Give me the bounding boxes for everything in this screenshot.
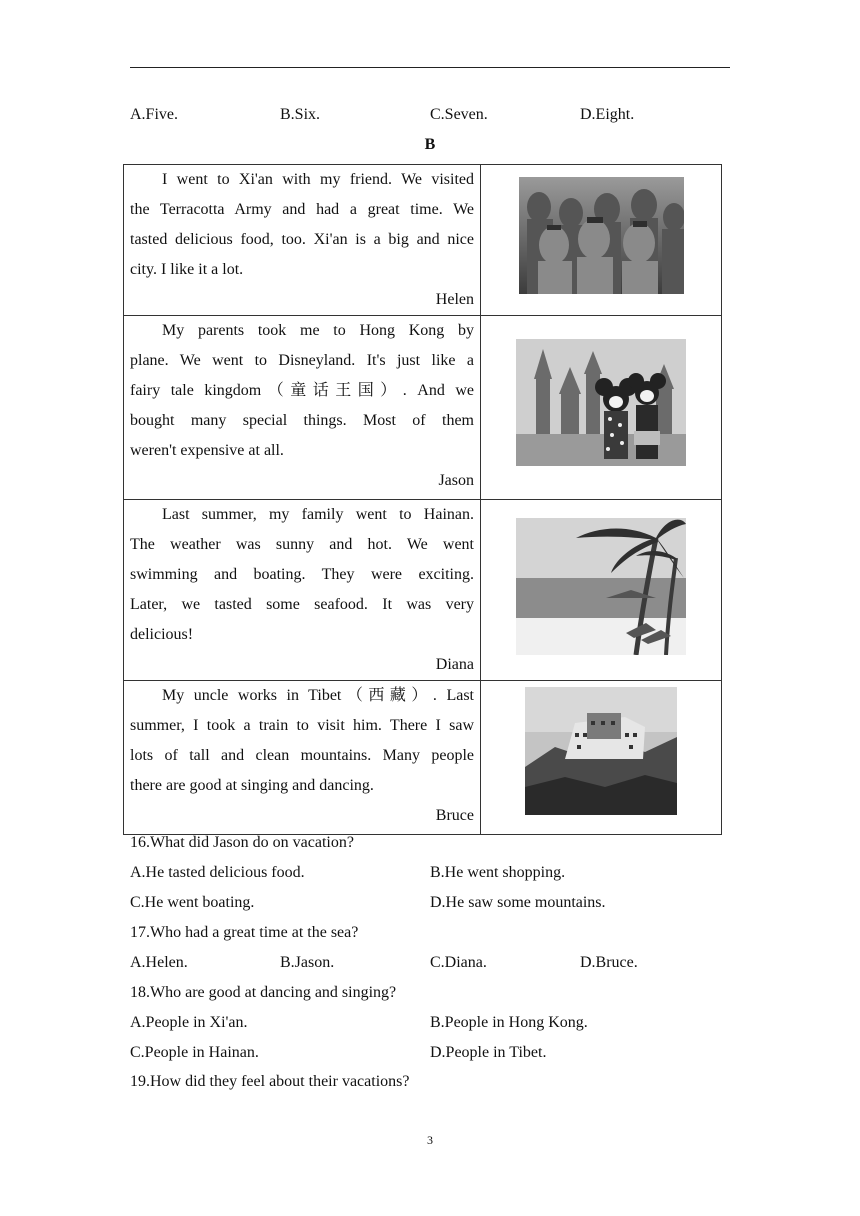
beach-palm-photo: [516, 518, 686, 655]
passage-text: [124, 316, 481, 500]
passage-line: Last summer, my family went to Hainan.: [162, 506, 474, 523]
option-d: D.He saw some mountains.: [430, 894, 606, 911]
passage-text: [124, 165, 481, 316]
passage-line: I went to Xi'an with my friend. We visited: [162, 171, 474, 188]
option-c: C.He went boating.: [130, 894, 255, 911]
page-number: 3: [427, 1133, 433, 1147]
passage-author: Helen: [435, 291, 474, 308]
potala-palace-photo: [525, 687, 677, 815]
option-a: A.Helen.: [130, 954, 188, 971]
passage-line: delicious!: [130, 626, 194, 643]
question-16-options: [130, 888, 730, 918]
question-18-stem: 18.Who are good at dancing and singing?: [130, 984, 397, 1001]
question-18-options: [130, 1008, 730, 1038]
passage-table: [123, 164, 722, 835]
passage-line: city. I like it a lot.: [130, 261, 244, 278]
option-c: C.Diana.: [430, 954, 487, 971]
passage-line: My uncle works in Tibet（西藏）. Last: [162, 687, 474, 704]
passage-author: Diana: [435, 656, 474, 673]
section-label: B: [424, 136, 436, 153]
passage-author: Jason: [438, 472, 474, 489]
option-b: B.Jason.: [280, 954, 335, 971]
option-b: B.People in Hong Kong.: [430, 1014, 588, 1031]
question-16-options: [130, 858, 730, 888]
option-c: C.People in Hainan.: [130, 1044, 259, 1061]
option-a: A.Five.: [130, 106, 178, 123]
previous-question-options: [130, 100, 730, 130]
disneyland-photo: [516, 339, 686, 466]
passage-line: weren't expensive at all.: [130, 442, 284, 459]
passage-text: [124, 500, 481, 681]
passage-line: there are good at singing and dancing.: [130, 777, 374, 794]
passage-row: [124, 681, 722, 835]
question-18-options: [130, 1038, 730, 1068]
option-b: B.Six.: [280, 106, 321, 123]
passage-line: bought many special things. Most of them: [130, 412, 474, 429]
passage-row: [124, 165, 722, 316]
option-d: D.Eight.: [580, 106, 635, 123]
passage-line: fairy tale kingdom（童话王国）. And we: [130, 382, 474, 399]
option-a: A.People in Xi'an.: [130, 1014, 248, 1031]
terracotta-army-photo: [519, 177, 684, 294]
option-b: B.He went shopping.: [430, 864, 566, 881]
option-a: A.He tasted delicious food.: [130, 864, 305, 881]
passage-line: summer, I took a train to visit him. There I saw: [130, 717, 474, 734]
passage-line: tasted delicious food, too. Xi'an is a big and nice: [130, 231, 474, 248]
passage-line: swimming and boating. They were exciting.: [130, 566, 474, 583]
passage-text: [124, 681, 481, 835]
option-d: D.Bruce.: [580, 954, 638, 971]
passage-photo-cell: [481, 316, 722, 500]
question-17-stem: 17.Who had a great time at the sea?: [130, 924, 359, 941]
question-17-options: [130, 948, 730, 978]
passage-row: [124, 500, 722, 681]
passage-author: Bruce: [435, 807, 474, 824]
passage-row: [124, 316, 722, 500]
question-16-stem: 16.What did Jason do on vacation?: [130, 834, 354, 851]
option-d: D.People in Tibet.: [430, 1044, 547, 1061]
option-c: C.Seven.: [430, 106, 488, 123]
question-19-stem: 19.How did they feel about their vacations?: [130, 1073, 410, 1090]
passage-line: Later, we tasted some seafood. It was very: [130, 596, 474, 613]
passage-photo-cell: [481, 500, 722, 681]
passage-line: lots of tall and clean mountains. Many people: [130, 747, 474, 764]
passage-line: the Terracotta Army and had a great time. We: [130, 201, 474, 218]
header-rule: [130, 67, 730, 68]
passage-photo-cell: [481, 165, 722, 316]
passage-line: plane. We went to Disneyland. It's just like a: [130, 352, 474, 369]
passage-line: My parents took me to Hong Kong by: [162, 322, 474, 339]
passage-photo-cell: [481, 681, 722, 835]
passage-line: The weather was sunny and hot. We went: [130, 536, 474, 553]
